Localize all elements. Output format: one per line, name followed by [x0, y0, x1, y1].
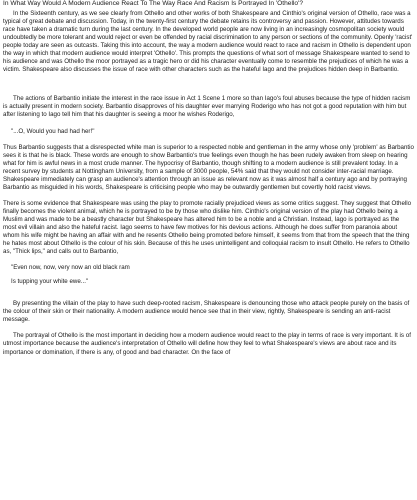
paragraph-hypocrisy: Thus Barbantio suggests that a disrespected white man is superior to a respected noble and gentleman in the army whose only 'problem' as Barbantio sees it is that he is black. These words are enough to show Barbantio's true feelings even though he has been rudely awaken from sleep on hearing what for him is awful news in a most crude manner. The hypocrisy of Barbantio, though shifting to a modern audience is still prevalent today. In a recent survey by students at Nottingham University, from a sample of 3000 people, 54% said that they would not consider inter-racial marriage. Shakespeare immediately can grasp an audience's attention through an issue as relevant now as it was almost half a century ago and by portraying Barbantio as misguided in his words, Shakespeare is criticising people who may be outwardly gentlemen but covertly hold racist views.	[3, 143, 414, 191]
paragraph-intro: In the Sixteenth century, as we see clearly from Othello and other works of both Shakespeare and Cinthio's original version of Othello, race was a typical of great debate and discussion. Today, in the twenty-first century the debate retains its controversy and passion. However, attitudes towards race have taken a dramatic turn during the last century. In the developed world people are now living in an increasingly cosmopolitan society would undoubtedly be more tolerant and would reject or even be offended by racial discrimination to any person or sections of the community. Openly 'racist' people today are seen as outcasts. Taking this into account, the way a modern audience would react to race and racism in Othello is dependent upon the way in which that modern audience would interpret 'Othello'. This prompts the questions of what sort of message Shakespeare wanted to send to his audience and was Othello the moor portrayed as a tragic hero or did his character eventually come to resemble the prejudices of which he was a victim. Shakespeare also discusses the issue of race with other characters such as the hateful Iago and the prejudices hidden deep in Barbantio.	[3, 10, 413, 74]
quote-iago-line-1: "Even now, now, very now an old black ram	[11, 264, 130, 272]
quote-iago-line-2: Is tupping your white ewe..."	[11, 278, 89, 286]
essay-body	[3, 10, 414, 365]
paragraph-othello-portrayal: The portrayal of Othello is the most important in deciding how a modern audience would react to the play in terms of race is very important. It is of utmost importance because the audience's interpretation of Othello will define how they feel to what Shakespeare's views are about race and its importance or domination, if there is any, of good and bad character. On the face of	[3, 332, 411, 356]
essay-title: In What Way Would A Modern Audience React To The Way Race And Racism Is Portrayed In 'Othello'?	[3, 0, 303, 7]
quote-barbantio: "...O, Would you had had her!"	[11, 127, 95, 135]
paragraph-barbantio: The actions of Barbantio initiate the interest in the race issue in Act 1 Scene 1 more so than Iago's foul abuses because the type of hidden racism is actually present in modern society. Barbantio disapproves of his daughter ever marrying Roderigo who has not got a good reputation with him but after listening to Iago tell him that his daughter is seeing a moor he wishes Roderigo,	[3, 95, 411, 119]
paragraph-iago: There is some evidence that Shakespeare was using the play to promote racially prejudiced views as some critics suggest. They suggest that Othello finally becomes the violent animal, which he is portrayed to be by those who dislike him. Cinthio's original version of the play had Othello being a Muslim and was made to be a beastly character but Shakespeare has altered him to be a noble and a Christian. Instead, Iago is portrayed as the most evil villain and also the hateful racist. Iago seems to have few motives for his devious actions. Although he does suffer from paranoia about whom his wife might be having an affair with and he resents Othello being promoted before himself, it seems from that from the speech that the thing he hates most about Othello is the colour of his skin. Because of this he uses unintelligent and colloquial racism to insult Othello. He refers to Othello as, "Thick lips," and calls out to Barbantio,	[3, 199, 412, 256]
paragraph-anti-racist: By presenting the villain of the play to have such deep-rooted racism, Shakespeare is denouncing those who attack people purely on the basis of the colour of their skin or their nationality. A modern audience would hence see that in their view, rightly, Shakespeare is sending an anti-racist message.	[3, 300, 410, 324]
